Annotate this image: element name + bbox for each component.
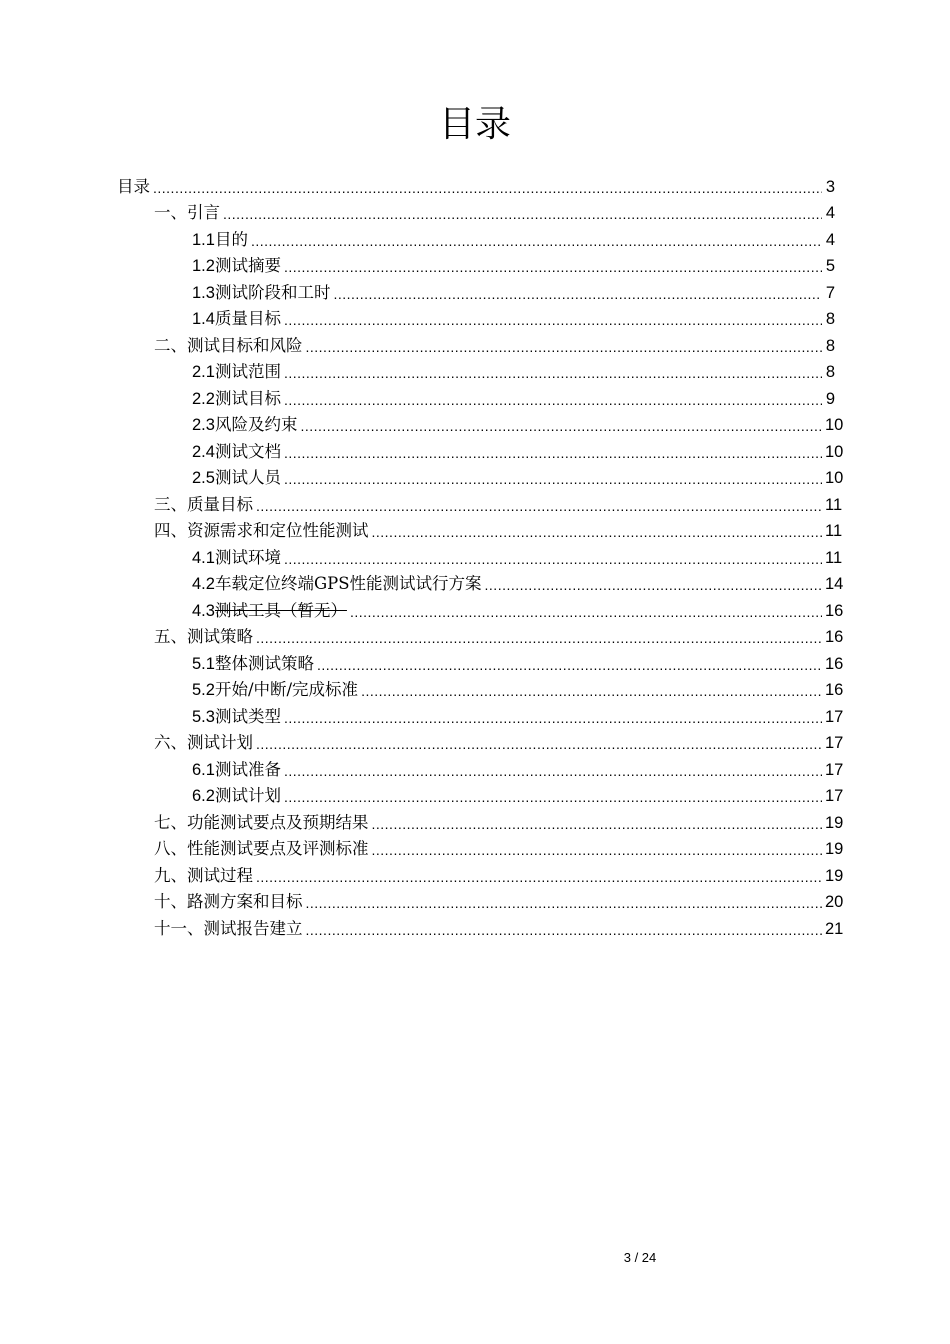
toc-page: 19 xyxy=(825,840,844,858)
toc-leader xyxy=(350,602,822,622)
toc-page: 4 xyxy=(825,204,835,222)
toc-label: 质量目标 xyxy=(187,495,253,514)
toc-entry-2-5[interactable] xyxy=(192,463,844,489)
toc-label: 测试文档 xyxy=(214,442,281,461)
toc-label: 性能测试要点及评测标准 xyxy=(187,839,369,858)
toc-entry-7[interactable] xyxy=(154,808,844,834)
toc-label: 测试工具（暂无） xyxy=(214,601,347,620)
toc-page: 16 xyxy=(825,628,844,646)
toc-page: 11 xyxy=(825,549,843,567)
toc-leader xyxy=(306,893,823,913)
toc-leader xyxy=(284,787,822,807)
toc-page: 7 xyxy=(825,284,835,302)
toc-page: 10 xyxy=(825,469,844,487)
toc-label: 测试摘要 xyxy=(214,256,281,275)
toc-page: 21 xyxy=(825,920,844,938)
toc-page: 3 xyxy=(825,178,835,196)
toc-number: 二、 xyxy=(154,336,187,355)
toc-leader xyxy=(361,681,822,701)
toc-number: 1.3 xyxy=(192,284,215,302)
toc-entry-1-4[interactable] xyxy=(192,304,835,330)
toc-leader xyxy=(223,204,822,224)
toc-leader xyxy=(333,284,822,304)
toc-entry-contents[interactable] xyxy=(117,172,835,198)
toc-entry-2-4[interactable] xyxy=(192,437,844,463)
toc-page: 11 xyxy=(825,496,843,514)
toc-entry-1-1[interactable] xyxy=(192,225,835,251)
toc-label: 引言 xyxy=(187,203,220,222)
toc-entry-10[interactable] xyxy=(154,887,844,913)
toc-number: 6.2 xyxy=(192,787,215,805)
toc-number: 4.1 xyxy=(192,549,215,567)
toc-leader xyxy=(300,416,822,436)
toc-entry-11[interactable] xyxy=(154,914,844,940)
toc-leader xyxy=(284,708,822,728)
toc-entry-3[interactable] xyxy=(154,490,843,516)
toc-number: 一、 xyxy=(154,203,187,222)
toc-label: 测试过程 xyxy=(187,866,253,885)
toc-entry-5-3[interactable] xyxy=(192,702,844,728)
toc-label: 测试人员 xyxy=(214,468,281,487)
toc-page: 16 xyxy=(825,681,844,699)
toc-leader xyxy=(256,734,822,754)
toc-page: 17 xyxy=(825,734,844,752)
toc-label: 测试范围 xyxy=(214,362,281,381)
toc-number: 1.4 xyxy=(192,310,215,328)
toc-page: 10 xyxy=(825,416,844,434)
toc-page: 19 xyxy=(825,814,844,832)
toc-leader xyxy=(372,814,823,834)
toc-number: 八、 xyxy=(154,839,187,858)
toc-entry-9[interactable] xyxy=(154,861,844,887)
toc-number: 5.3 xyxy=(192,708,215,726)
toc-leader xyxy=(372,840,823,860)
toc-leader xyxy=(256,867,822,887)
toc-leader xyxy=(306,337,823,357)
toc-page: 8 xyxy=(825,310,835,328)
toc-label: 风险及约束 xyxy=(214,415,298,434)
toc-leader xyxy=(256,496,822,516)
toc-entry-2[interactable] xyxy=(154,331,835,357)
toc-leader xyxy=(284,469,822,489)
toc-number: 4.3 xyxy=(192,602,215,620)
toc-number: 2.3 xyxy=(192,416,215,434)
toc-entry-2-1[interactable] xyxy=(192,357,835,383)
toc-label: 测试策略 xyxy=(187,627,253,646)
toc-number: 4.2 xyxy=(192,575,215,593)
toc-page: 20 xyxy=(825,893,844,911)
toc-page: 11 xyxy=(825,522,843,540)
toc-label: 测试准备 xyxy=(214,760,281,779)
toc-leader xyxy=(317,655,822,675)
toc-page: 8 xyxy=(825,363,835,381)
toc-page: 9 xyxy=(825,390,835,408)
toc-label: 资源需求和定位性能测试 xyxy=(187,521,369,540)
toc-label: 测试计划 xyxy=(187,733,253,752)
toc-number: 六、 xyxy=(154,733,187,752)
toc-page: 17 xyxy=(825,708,844,726)
toc-leader xyxy=(256,628,822,648)
page-number-footer: 3 / 24 xyxy=(623,1250,657,1265)
toc-number: 6.1 xyxy=(192,761,215,779)
toc-number: 1.2 xyxy=(192,257,215,275)
toc-entry-1[interactable] xyxy=(154,198,835,224)
toc-leader xyxy=(372,522,823,542)
toc-leader xyxy=(284,761,822,781)
toc-number: 2.1 xyxy=(192,363,215,381)
toc-page: 16 xyxy=(825,655,844,673)
toc-number: 5.1 xyxy=(192,655,215,673)
toc-number: 七、 xyxy=(154,813,187,832)
toc-leader xyxy=(153,178,822,198)
toc-entry-2-3[interactable] xyxy=(192,410,844,436)
toc-leader xyxy=(284,363,822,383)
toc-number: 五、 xyxy=(154,627,187,646)
toc-page: 17 xyxy=(825,787,844,805)
toc-entry-2-2[interactable] xyxy=(192,384,835,410)
toc-leader xyxy=(284,443,822,463)
toc-entry-4[interactable] xyxy=(154,516,843,542)
toc-number: 2.4 xyxy=(192,443,215,461)
toc-leader xyxy=(284,257,822,277)
toc-label: 测试阶段和工时 xyxy=(214,283,331,302)
toc-label: 整体测试策略 xyxy=(214,654,314,673)
toc-leader xyxy=(485,575,822,595)
toc-number: 十、 xyxy=(154,892,187,911)
toc-label: 功能测试要点及预期结果 xyxy=(187,813,369,832)
toc-number: 1.1 xyxy=(192,231,215,249)
toc-label: 测试计划 xyxy=(214,786,281,805)
toc-entry-5-1[interactable] xyxy=(192,649,844,675)
toc-number: 十一、 xyxy=(154,919,204,938)
toc-leader xyxy=(251,231,822,251)
toc-label: 测试类型 xyxy=(214,707,281,726)
toc-entry-6-1[interactable] xyxy=(192,755,844,781)
toc-entry-6[interactable] xyxy=(154,728,844,754)
toc-page: 16 xyxy=(825,602,844,620)
toc-page: 4 xyxy=(825,231,835,249)
toc-entry-4-3[interactable] xyxy=(192,596,844,622)
toc-number: 2.2 xyxy=(192,390,215,408)
toc-label: 测试环境 xyxy=(214,548,281,567)
toc-entry-1-3[interactable] xyxy=(192,278,835,304)
toc-entry-5-2[interactable] xyxy=(192,675,844,701)
toc-entry-4-2[interactable] xyxy=(192,569,844,595)
page-title: 目录 xyxy=(438,104,511,145)
toc-label: 测试目标和风险 xyxy=(187,336,303,355)
toc-label: 路测方案和目标 xyxy=(187,892,303,911)
toc-page: 19 xyxy=(825,867,844,885)
toc-label: 测试目标 xyxy=(214,389,281,408)
toc-entry-1-2[interactable] xyxy=(192,251,835,277)
toc-number: 三、 xyxy=(154,495,187,514)
toc-page: 8 xyxy=(825,337,835,355)
toc-entry-5[interactable] xyxy=(154,622,844,648)
toc-number: 5.2 xyxy=(192,681,215,699)
toc-entry-8[interactable] xyxy=(154,834,844,860)
toc-leader xyxy=(284,310,822,330)
toc-number: 2.5 xyxy=(192,469,215,487)
toc-number: 四、 xyxy=(154,521,187,540)
toc-number: 九、 xyxy=(154,866,187,885)
toc-label: 开始/中断/完成标准 xyxy=(214,680,359,699)
toc-label: 目的 xyxy=(214,230,248,249)
toc-leader xyxy=(306,920,823,940)
toc-entry-6-2[interactable] xyxy=(192,781,844,807)
toc-page: 10 xyxy=(825,443,844,461)
toc-page: 14 xyxy=(825,575,844,593)
toc-label: 质量目标 xyxy=(214,309,281,328)
toc-label: 车载定位终端GPS性能测试试行方案 xyxy=(214,574,482,593)
toc-entry-4-1[interactable] xyxy=(192,543,843,569)
toc-label: 测试报告建立 xyxy=(203,919,303,938)
toc-page: 5 xyxy=(825,257,835,275)
toc-leader xyxy=(284,390,822,410)
toc-page: 17 xyxy=(825,761,844,779)
toc-leader xyxy=(284,549,822,569)
toc-label: 目录 xyxy=(117,177,150,196)
